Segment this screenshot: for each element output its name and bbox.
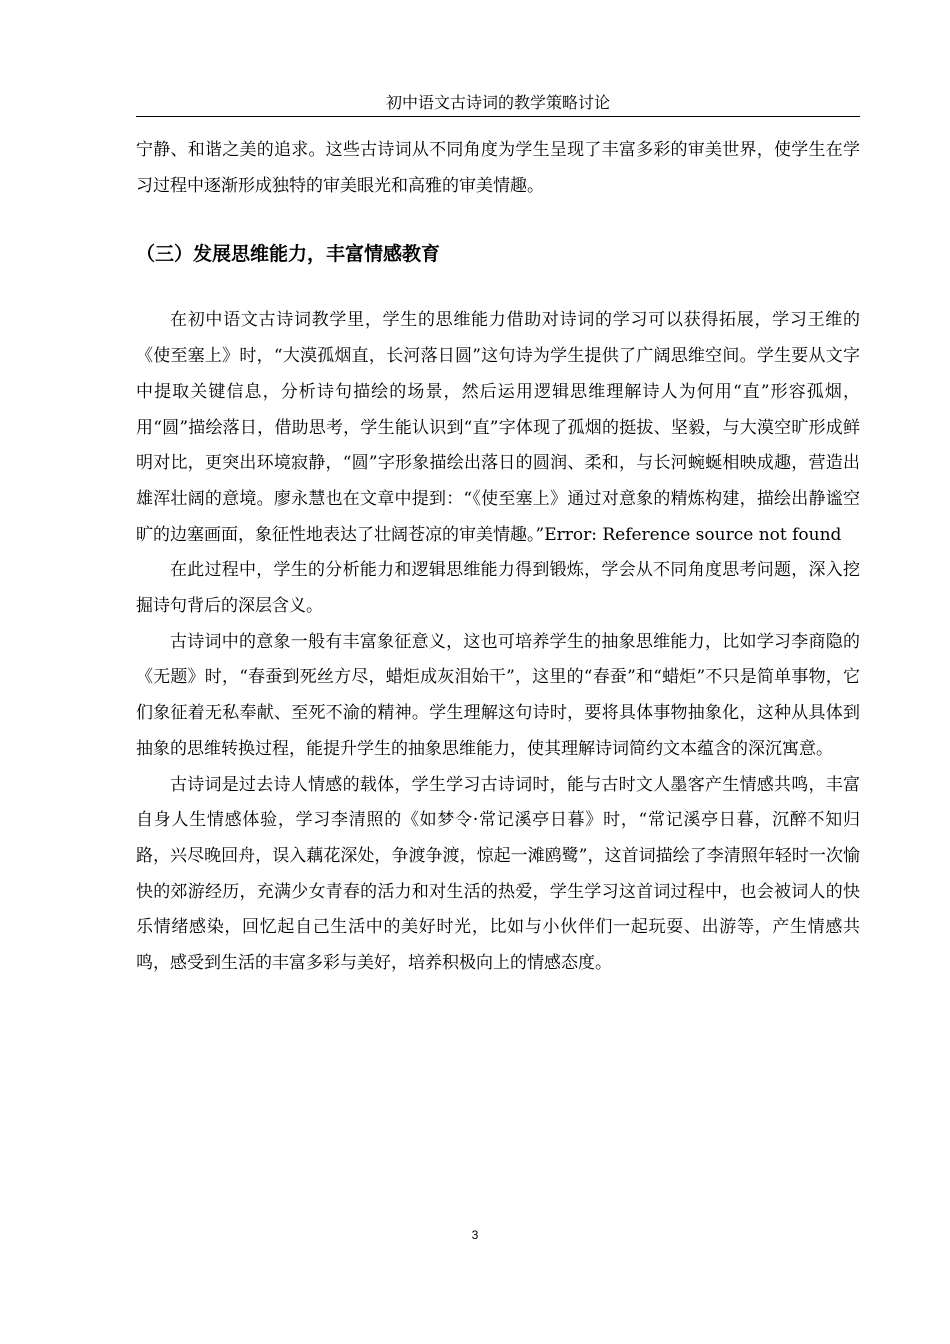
body-paragraph: 在初中语文古诗词教学里，学生的思维能力借助对诗词的学习可以获得拓展，学习王维的《使至塞上》时，“大漠孤烟直，长河落日圆”这句诗为学生提供了广阔思维空间。学生要从文字中提取关键信息，分析诗句描绘的场景，然后运用逻辑思维理解诗人为何用“直”形容孤烟，用“圆”描绘落日，借助思考，学生能认识到“直”字体现了孤烟的挺拔、坚毅，与大漠空旷形成鲜明对比，更突出环境寂静，“圆”字形象描绘出落日的圆润、柔和，与长河蜿蜒相映成趣，营造出雄浑壮阔的意境。廖永慧也在文章中提到：“《使至塞上》通过对意象的精炼构建，描绘出静谧空旷的边塞画面，象征性地表达了壮阔苍凉的审美情趣。”Error: Reference source not found bbox=[136, 310, 860, 545]
body-paragraph: 古诗词中的意象一般有丰富象征意义，这也可培养学生的抽象思维能力，比如学习李商隐的《无题》时，“春蚕到死丝方尽，蜡炬成灰泪始干”，这里的“春蚕”和“蜡炬”不只是简单事物，它们象征着无私奉献、至死不渝的精神。学生理解这句诗时，要将具体事物抽象化，这种从具体到抽象的思维转换过程，能提升学生的抽象思维能力，使其理解诗词简约文本蕴含的深沉寓意。 bbox=[136, 631, 860, 759]
body-paragraph: 在此过程中，学生的分析能力和逻辑思维能力得到锻炼，学会从不同角度思考问题，深入挖掘诗句背后的深层含义。 bbox=[136, 560, 860, 617]
page-body bbox=[136, 133, 860, 982]
header-rule bbox=[136, 116, 860, 117]
section-heading: （三）发展思维能力，丰富情感教育 bbox=[136, 243, 441, 266]
running-header: 初中语文古诗词的教学策略讨论 bbox=[385, 93, 610, 112]
body-paragraph: 古诗词是过去诗人情感的载体，学生学习古诗词时，能与古时文人墨客产生情感共鸣，丰富自身人生情感体验，学习李清照的《如梦令·常记溪亭日暮》时，“常记溪亭日暮，沉醉不知归路，兴尽晚回舟，误入藕花深处，争渡争渡，惊起一滩鸥鹭”，这首词描绘了李清照年轻时一次愉快的郊游经历，充满少女青春的活力和对生活的热爱，学生学习这首词过程中，也会被词人的快乐情绪感染，回忆起自己生活中的美好时光，比如与小伙伴们一起玩耍、出游等，产生情感共鸣，感受到生活的丰富多彩与美好，培养积极向上的情感态度。 bbox=[136, 774, 860, 974]
carryover-paragraph: 宁静、和谐之美的追求。这些古诗词从不同角度为学生呈现了丰富多彩的审美世界，使学生在学习过程中逐渐形成独特的审美眼光和高雅的审美情趣。 bbox=[136, 140, 860, 196]
page-number: 3 bbox=[471, 1228, 479, 1242]
